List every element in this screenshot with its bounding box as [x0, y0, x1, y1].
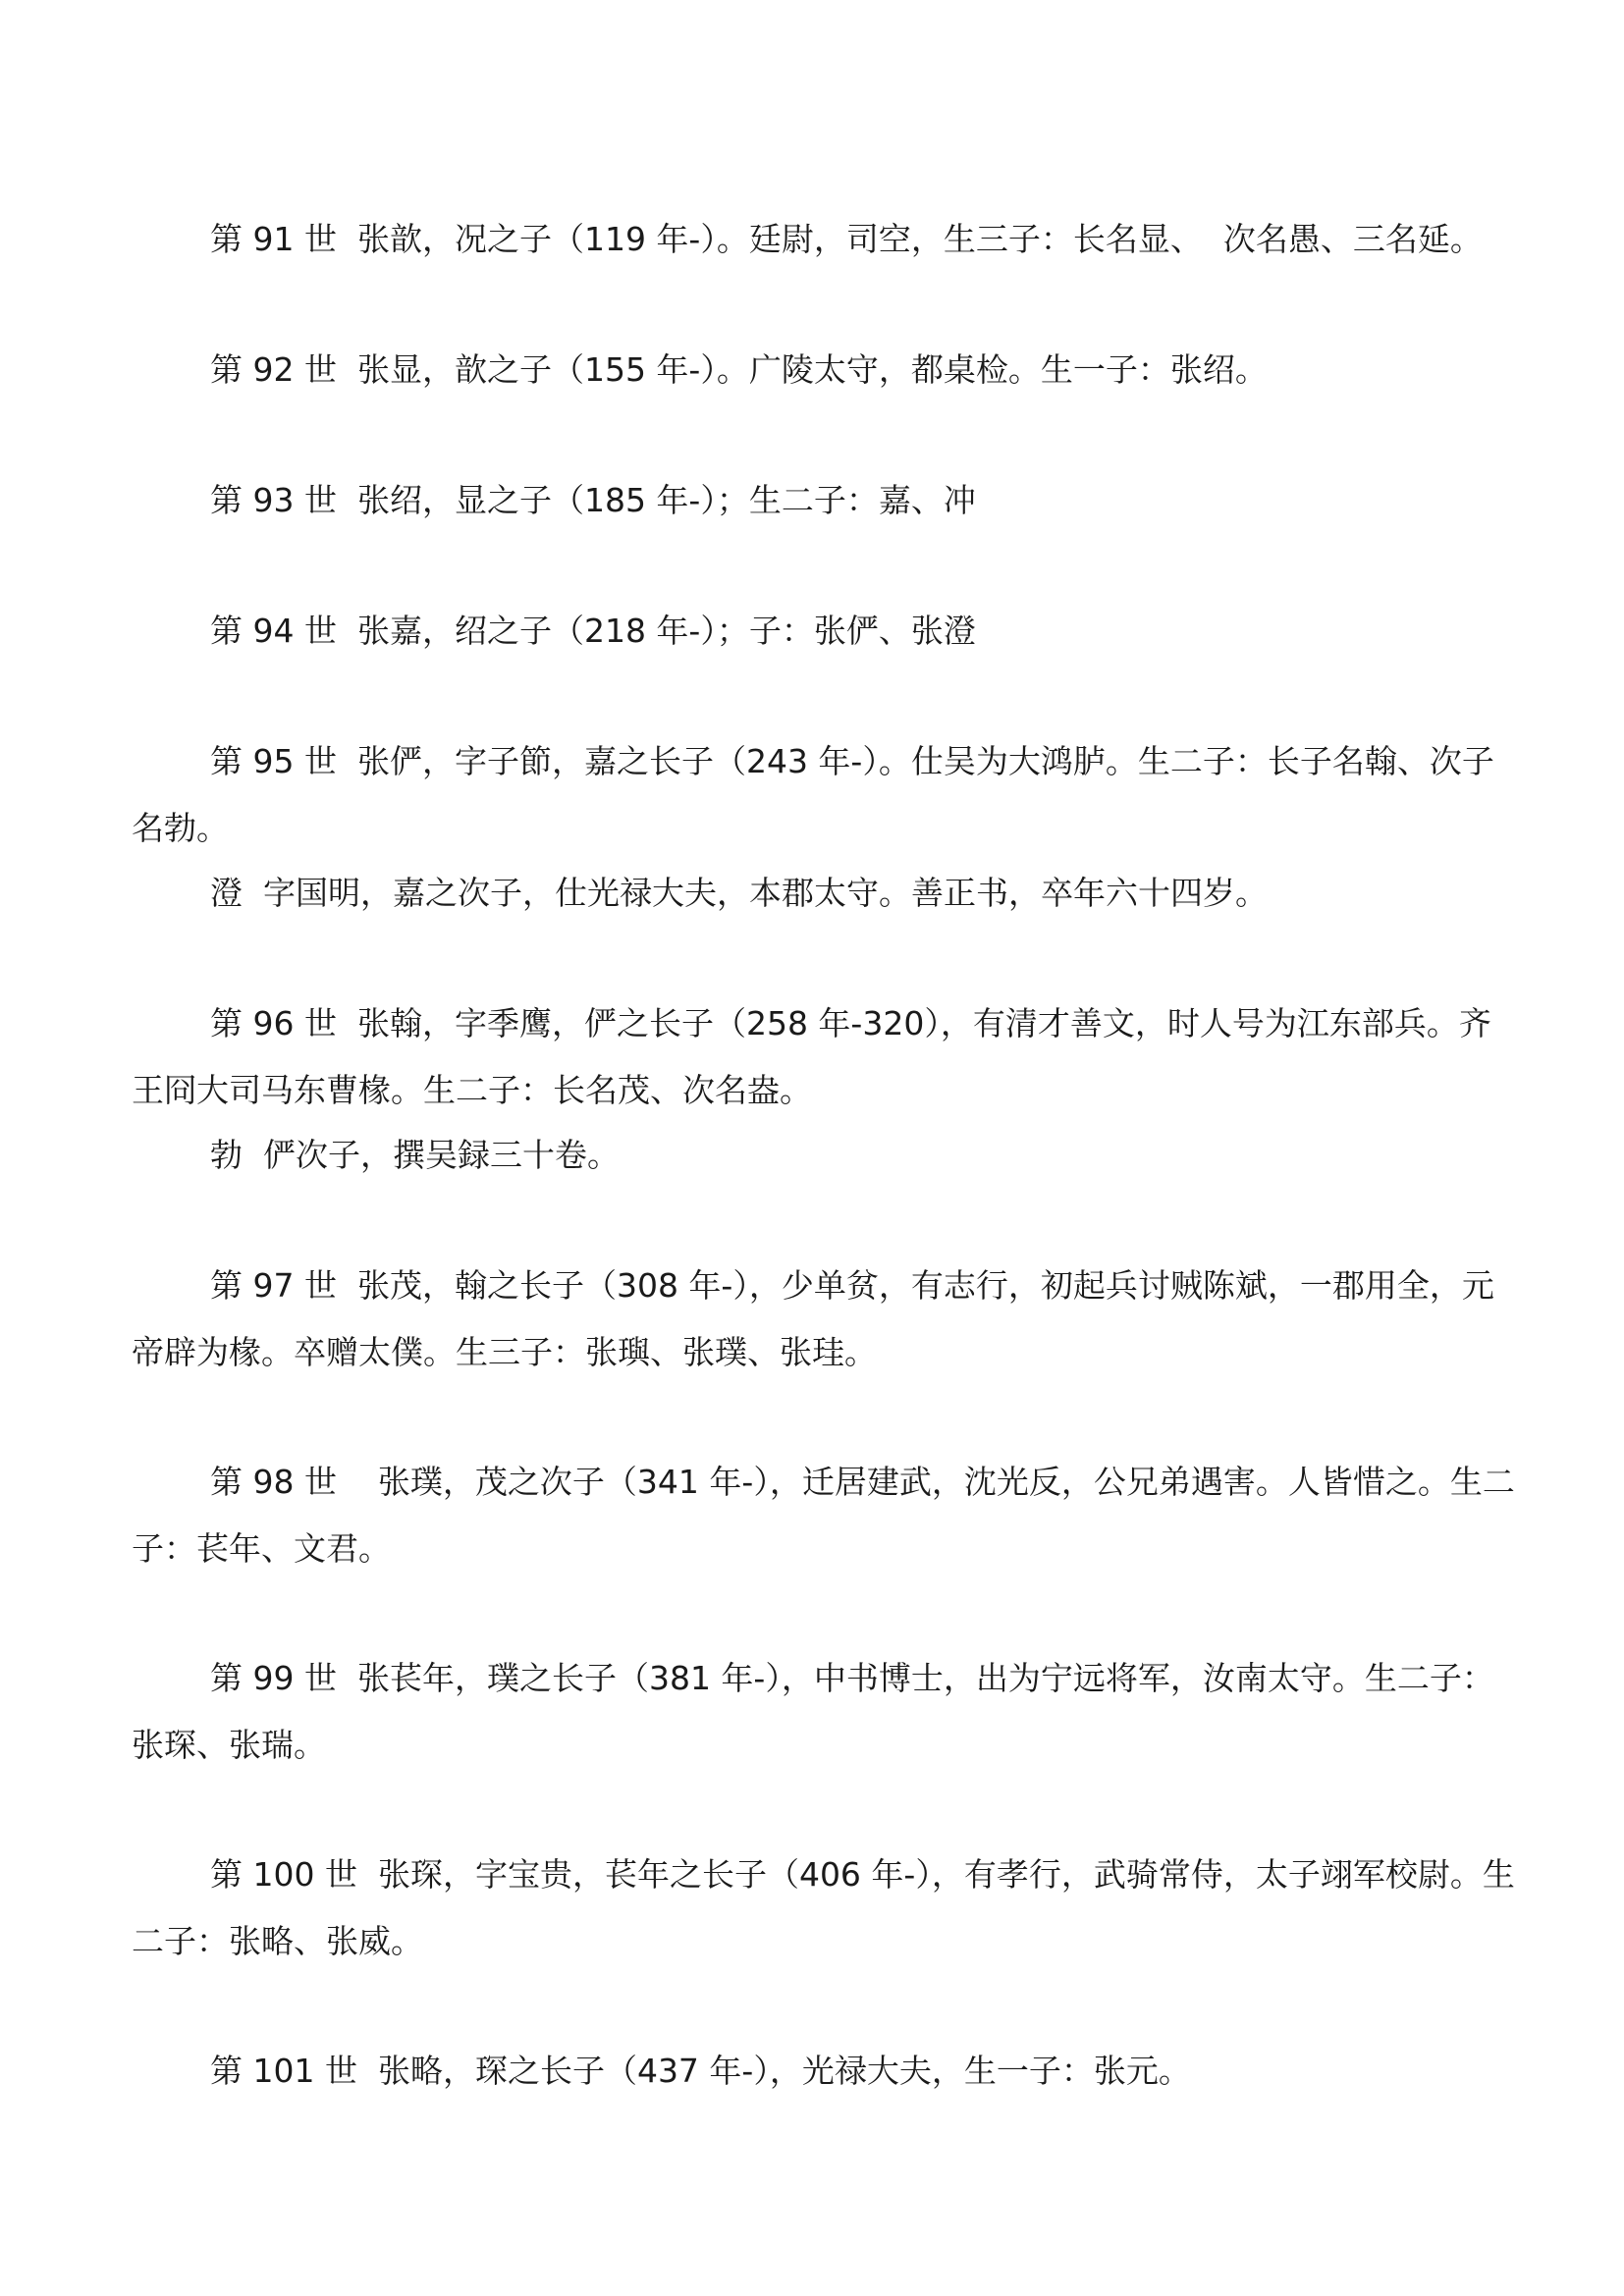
entry-gen-96: 第 96 世 张翰，字季鹰，俨之长子（258 年-320），有清才善文，时人号为江东部兵。齐王冏大司马东曹椽。生二子：长名茂、次名盎。 — [132, 1004, 1491, 1109]
entry-gen-96-brother: 勃 俨次子，撰吴録三十卷。 — [210, 1136, 620, 1174]
entry-gen-93: 第 93 世 张绍，显之子（185 年-）；生二子：嘉、冲 — [210, 481, 976, 519]
entry-gen-100: 第 100 世 张琛，字宝贵，苌年之长子（406 年-），有孝行，武骑常侍，太子翊军校尉。生二子：张略、张威。 — [132, 1855, 1515, 1960]
entry-gen-94: 第 94 世 张嘉，绍之子（218 年-）；子：张俨、张澄 — [210, 612, 976, 650]
entry-gen-99: 第 99 世 张苌年，璞之长子（381 年-），中书博士，出为宁远将军，汝南太守。生二子：张琛、张瑞。 — [132, 1659, 1494, 1764]
entry-gen-92: 第 92 世 张显，歆之子（155 年-）。广陵太守，都桌检。生一子：张绍。 — [210, 350, 1268, 389]
entry-gen-98: 第 98 世 张璞，茂之次子（341 年-），迁居建武，沈光反，公兄弟遇害。人皆惜之。生二子：苌年、文君。 — [132, 1463, 1515, 1568]
entry-gen-91: 第 91 世 张歆，况之子（119 年-）。廷尉，司空，生三子：长名显、 次名愚、三名延。 — [210, 220, 1483, 258]
entry-gen-95: 第 95 世 张俨，字子節，嘉之长子（243 年-）。仕吴为大鸿胪。生二子：长子名翰、次子名勃。 — [132, 742, 1494, 847]
entry-gen-97: 第 97 世 张茂，翰之长子（308 年-），少单贫，有志行，初起兵讨贼陈斌，一郡用全，元帝辟为椽。卒赠太僕。生三子：张璵、张璞、张珪。 — [132, 1266, 1494, 1371]
entry-gen-95-brother: 澄 字国明，嘉之次子，仕光禄大夫，本郡太守。善正书，卒年六十四岁。 — [210, 874, 1268, 912]
entry-gen-101: 第 101 世 张略，琛之长子（437 年-），光禄大夫，生一子：张元。 — [210, 2052, 1191, 2090]
